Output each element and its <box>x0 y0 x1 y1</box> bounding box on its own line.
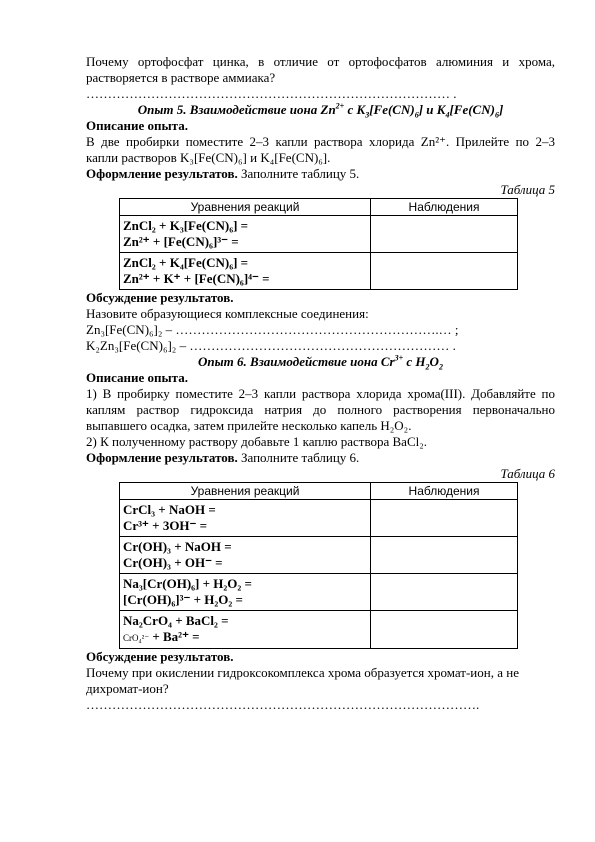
exp5-description-heading: Описание опыта. <box>86 118 188 133</box>
exp6-description-heading: Описание опыта. <box>86 370 188 385</box>
answer-line: ………………………………………………………………………… . <box>86 86 457 101</box>
title-reagent2-sub2: 6 <box>494 110 499 120</box>
title-charge: 3+ <box>394 353 404 363</box>
equation-cell <box>120 253 371 290</box>
title-reagent1-part: [Fe(CN) <box>369 102 415 117</box>
exp5-discussion-text: Назовите образующиеся комплексные соединения: <box>86 306 369 321</box>
equation-cell <box>120 574 371 611</box>
equation-cell <box>120 611 371 649</box>
results-text: Заполните таблицу 6. <box>237 450 360 465</box>
table-row <box>120 537 518 574</box>
table-row <box>120 500 518 537</box>
experiment-6-title <box>86 354 555 370</box>
equation-line: ZnCl₂ + K₃[Fe(CN)₆] = <box>123 218 249 233</box>
equation-line: Na₃[Cr(OH)₆] + H₂O₂ = <box>123 576 252 591</box>
compound-line-1: Zn₃[Fe(CN)₆]₂ – …………………………………………………….… ; <box>86 322 459 337</box>
equation-cell <box>120 537 371 574</box>
equation-line: Na₂CrO₄ + BaCl₂ = <box>123 613 229 628</box>
table-row <box>120 216 518 253</box>
table-row <box>120 253 518 290</box>
observation-cell[interactable] <box>371 216 518 253</box>
results-text: Заполните таблицу 5. <box>237 166 360 181</box>
title-ion: Zn <box>320 102 336 117</box>
observation-cell[interactable] <box>371 500 518 537</box>
col-equations: Уравнения реакций <box>120 483 371 500</box>
observation-cell[interactable] <box>371 537 518 574</box>
results-heading: Оформление результатов. <box>86 450 238 465</box>
title-mid: с <box>344 102 357 117</box>
title-reagent2-part: [Fe(CN) <box>449 102 495 117</box>
exp6-discussion-text: Почему при окислении гидроксокомплекса хрома образуется хромат-ион, а не дихромат-ион? <box>86 665 519 696</box>
table-row <box>120 611 518 649</box>
equation-line: ZnCl₂ + K₄[Fe(CN)₆] = <box>123 255 249 270</box>
exp6-description-step1: 1) В пробирку поместите 2–3 капли раствора хлорида хрома(III). Добавляйте по каплям раствор гидроксида натрия до полного растворения первоначально выпавшего осадка, затем прилейте несколько капель H₂O₂. <box>86 386 555 433</box>
title-prefix: Опыт 5. Взаимодействие иона <box>137 102 321 117</box>
equation-cell <box>120 500 371 537</box>
equation-cell <box>120 216 371 253</box>
title-reagent-sub: 2 <box>425 362 430 372</box>
equation-line: Cr³⁺ + 3OH⁻ = <box>123 518 208 533</box>
title-reagent2-end: ] <box>498 102 504 117</box>
equation-line: CrCl₃ + NaOH = <box>123 502 216 517</box>
table-header <box>120 483 518 500</box>
title-reagent1: K <box>356 102 366 117</box>
title-prefix: Опыт 6. Взаимодействие иона <box>198 354 381 369</box>
exp5-results-line <box>86 166 555 182</box>
observation-cell[interactable] <box>371 253 518 290</box>
exp5-description-text: В две пробирки поместите 2–3 капли раствора хлорида Zn²⁺. Прилейте по 2–3 капли растворов K₃[Fe(CN)₆] и K₄[Fe(CN)₆]. <box>86 134 555 165</box>
equation-line: Cr(OH)₃ + OH⁻ = <box>123 555 223 570</box>
equation-line: Zn²⁺ + K⁺ + [Fe(CN)₆]⁴⁻ = <box>123 271 270 286</box>
observation-cell[interactable] <box>371 574 518 611</box>
title-ion: Cr <box>380 354 395 369</box>
col-equations: Уравнения реакций <box>120 199 371 216</box>
table-5 <box>119 198 518 290</box>
title-and: и <box>423 102 437 117</box>
equation-line: [Cr(OH)₆]³⁻ + H₂O₂ = <box>123 592 243 607</box>
exp6-discussion-heading: Обсуждение результатов. <box>86 649 234 664</box>
col-observations: Наблюдения <box>371 199 518 216</box>
title-reagent2-sub: 4 <box>445 110 450 120</box>
table5-caption: Таблица 5 <box>500 182 555 197</box>
table6-caption: Таблица 6 <box>500 466 555 481</box>
results-heading: Оформление результатов. <box>86 166 238 181</box>
title-mid: с <box>403 354 416 369</box>
answer-line: ………………………………………………………………………………. <box>86 697 480 712</box>
table-row <box>120 574 518 611</box>
title-charge: 2+ <box>335 101 345 111</box>
exp6-results-line <box>86 450 555 466</box>
title-reagent1-end: ] <box>418 102 424 117</box>
title-reagent2: K <box>436 102 446 117</box>
chromate-ion-label: CrO₄²⁻ <box>123 633 150 643</box>
equation-part: + Ba²⁺ = <box>152 629 200 644</box>
observation-cell[interactable] <box>371 611 518 649</box>
document-page <box>86 54 555 713</box>
table-6 <box>119 482 518 649</box>
compound-line-2: K₂Zn₃[Fe(CN)₆]₂ – …………………………………………………… . <box>86 338 456 353</box>
experiment-5-title <box>86 102 555 118</box>
exp6-description-step2: 2) К полученному раствору добавьте 1 каплю раствора BaCl₂. <box>86 434 428 449</box>
table-header <box>120 199 518 216</box>
equation-line <box>123 629 367 646</box>
exp5-discussion-heading: Обсуждение результатов. <box>86 290 234 305</box>
title-reagent: H <box>415 354 426 369</box>
title-reagent1-sub2: 6 <box>414 110 419 120</box>
equation-line: Cr(OH)₃ + NaOH = <box>123 539 232 554</box>
title-reagent-sub2: 2 <box>438 362 443 372</box>
title-reagent-part: O <box>429 354 439 369</box>
title-reagent1-sub: 3 <box>365 110 370 120</box>
equation-line: Zn²⁺ + [Fe(CN)₆]³⁻ = <box>123 234 239 249</box>
intro-question: Почему ортофосфат цинка, в отличие от ортофосфатов алюминия и хрома, растворяется в растворе аммиака? <box>86 54 555 85</box>
col-observations: Наблюдения <box>371 483 518 500</box>
